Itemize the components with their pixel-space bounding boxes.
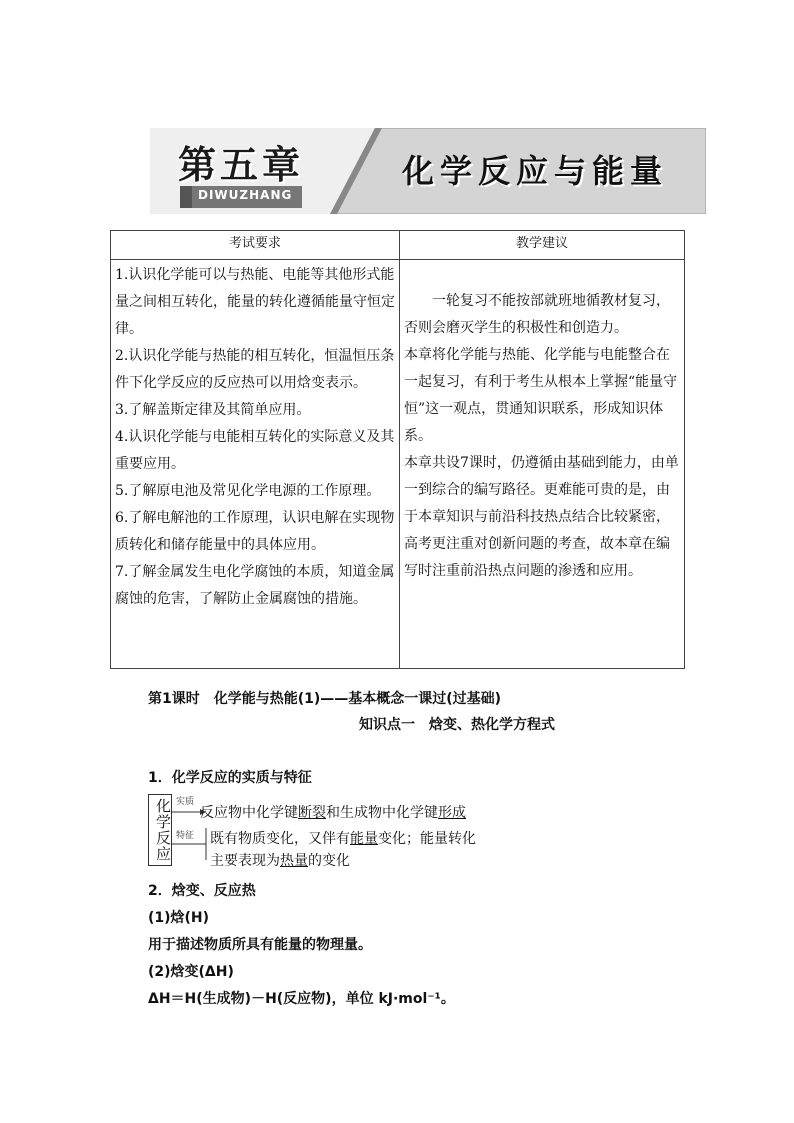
enthalpy-definition: 用于描述物质所具有能量的物理量。 [148,937,372,953]
diagram-box: 化学反应 [148,794,172,866]
teaching-suggestions-cell [400,260,685,669]
diagram-line-1: 反应物中化学键断裂和生成物中化学键形成 [200,805,466,821]
label-feature: 特征 [176,831,195,841]
chapter-pinyin: DIWUZHANG [198,188,293,202]
enthalpy-heading: (1)焓(H) [148,910,210,926]
req-item: 6.了解电解池的工作原理，认识电解在实现物质转化和储存能量中的具体应用。 [115,510,395,553]
exam-requirements-cell [111,260,400,669]
requirements-table [110,230,685,669]
chapter-name: 化学反应与能量 [402,152,669,190]
req-item: 4.认识化学能与电能相互转化的实际意义及其重要应用。 [115,429,395,472]
section-1-heading: 1．化学反应的实质与特征 [148,770,312,786]
label-essence: 实质 [176,797,195,807]
reaction-diagram [148,792,548,868]
req-item: 2.认识化学能与热能的相互转化，恒温恒压条件下化学反应的反应热可以用焓变表示。 [115,348,395,391]
req-item: 3.了解盖斯定律及其简单应用。 [115,402,311,418]
chapter-number: 第五章 [178,143,305,187]
header-teaching: 教学建议 [400,231,685,260]
req-item: 5.了解原电池及常见化学电源的工作原理。 [115,483,381,499]
req-item: 7.了解金属发生电化学腐蚀的本质，知道金属腐蚀的危害，了解防止金属腐蚀的措施。 [115,564,395,607]
header-exam: 考试要求 [111,231,400,260]
req-item: 1.认识化学能可以与热能、电能等其他形式能量之间相互转化，能量的转化遵循能量守恒定律。 [115,267,395,337]
suggestion-item: 本章共设7课时，仍遵循由基础到能力，由单一到综合的编写路径。更难能可贵的是，由于本章知识与前沿科技热点结合比较紧密，高考更注重对创新问题的考查，故本章在编写时注重前沿热点问题的渗透和应用。 [404,455,679,579]
lesson-title: 第1课时 化学能与热能(1)——基本概念一课过(过基础) [148,691,502,707]
diagram-line-3: 主要表现为热量的变化 [210,853,350,869]
section-2-heading: 2．焓变、反应热 [148,883,256,899]
suggestion-item: 一轮复习不能按部就班地循教材复习，否则会磨灭学生的积极性和创造力。 [404,293,670,336]
enthalpy-change-heading: (2)焓变(ΔH) [148,964,234,980]
enthalpy-change-formula: ΔH＝H(生成物)－H(反应物)，单位 kJ·mol⁻¹。 [148,991,455,1007]
diagram-line-2: 既有物质变化，又伴有能量变化；能量转化 [210,831,476,847]
suggestion-item: 本章将化学能与热能、化学能与电能整合在一起复习，有利于考生从根本上掌握“能量守恒”这一观点，贯通知识联系，形成知识体系。 [404,347,678,444]
chapter-banner [150,128,706,214]
knowledge-point-title: 知识点一 焓变、热化学方程式 [359,717,555,733]
